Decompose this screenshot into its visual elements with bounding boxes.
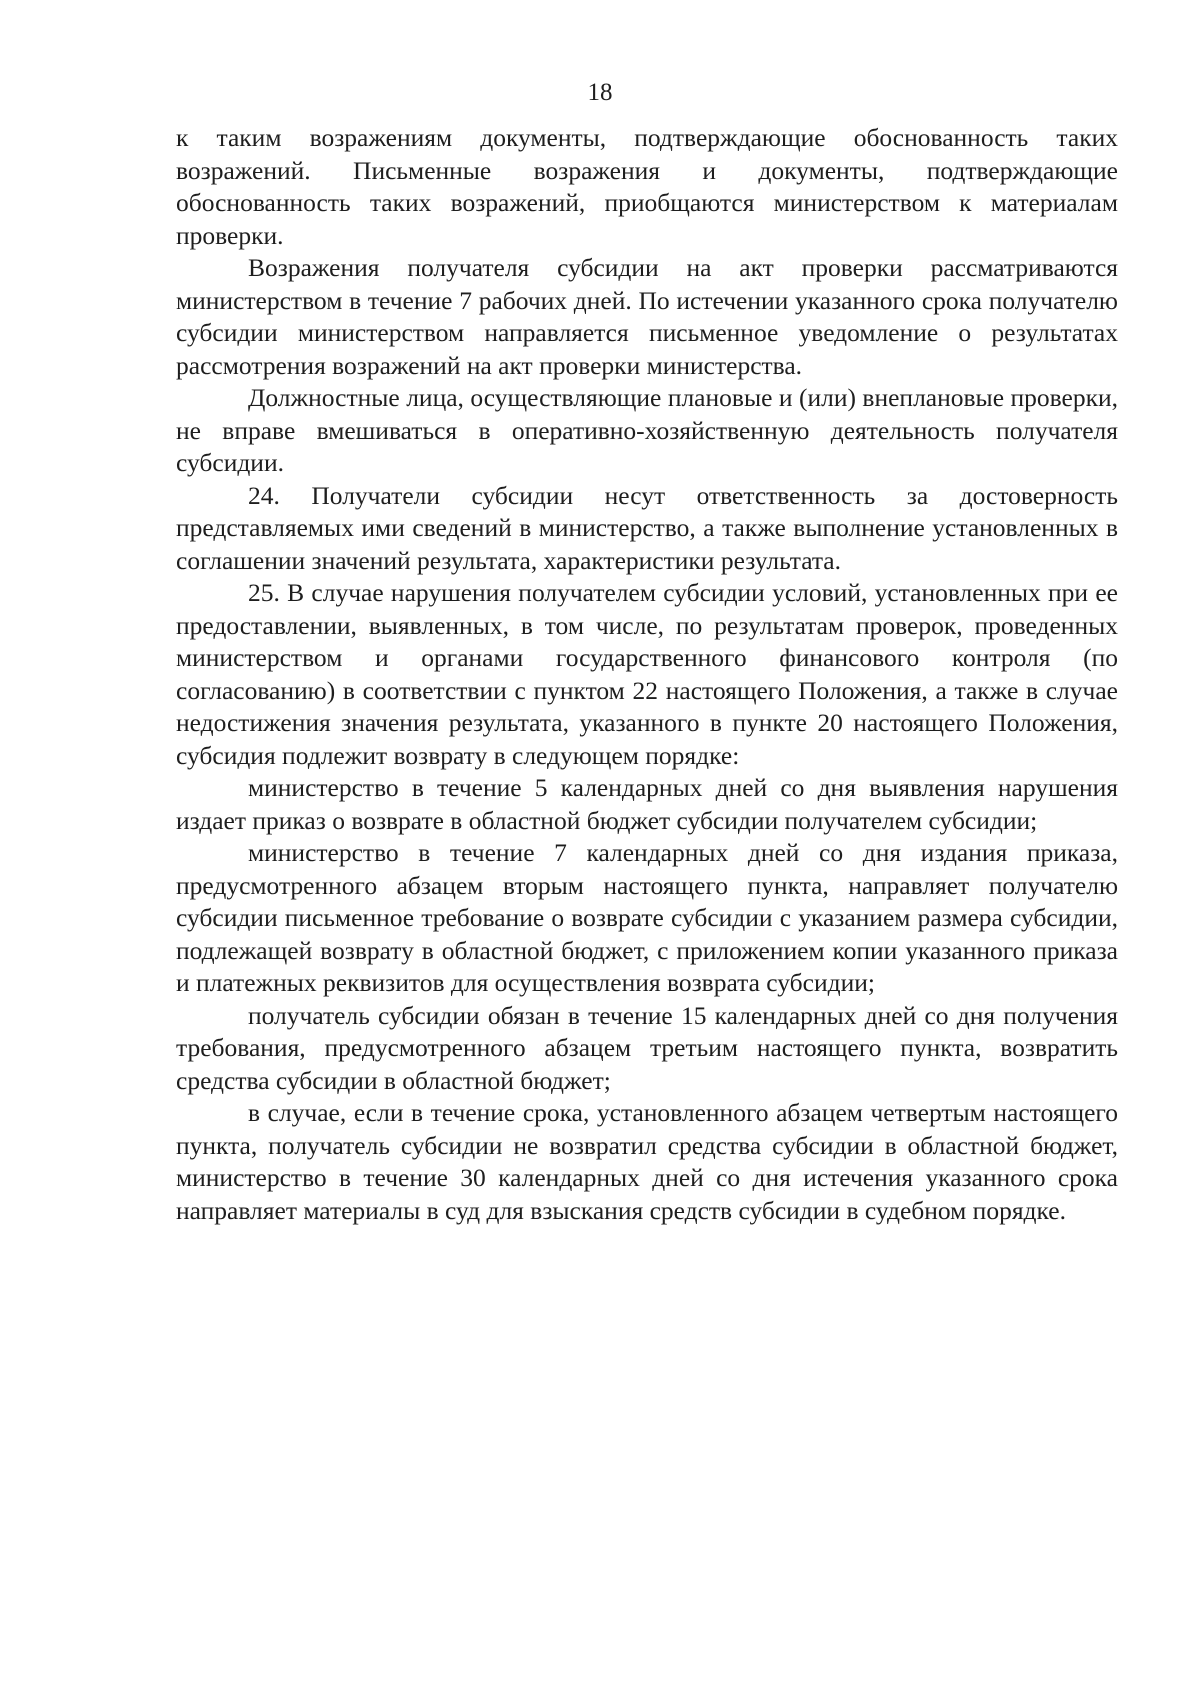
paragraph-clause-24: 24. Получатели субсидии несут ответственность за достоверность представляемых ими сведений в министерство, а также выполнение установленных в соглашении значений результата, характеристики результата. (176, 480, 1118, 575)
paragraph-objection-review: Возражения получателя субсидии на акт проверки рассматриваются министерством в течение 7 рабочих дней. По истечении указанного срока получателю субсидии министерством направляется письменное уведомление о результатах рассмотрения возражений на акт проверки министерства. (176, 253, 1118, 380)
paragraph-continuation: к таким возражениям документы, подтверждающие обоснованность таких возражений. Письменные возражения и документы, подтверждающие обоснованность таких возражений, приобщаются министерством к материалам проверки. (176, 123, 1118, 250)
paragraph-officials-restriction: Должностные лица, осуществляющие плановые и (или) внеплановые проверки, не вправе вмешиваться в оперативно-хозяйственную деятельность получателя субсидии. (176, 383, 1118, 477)
paragraph-clause-25-step-2: министерство в течение 7 календарных дней со дня издания приказа, предусмотренного абзацем вторым настоящего пункта, направляет получателю субсидии письменное требование о возврате субсидии с указанием размера субсидии, подлежащей возврату в областной бюджет, с приложением копии указанного приказа и платежных реквизитов для осуществления возврата субсидии; (176, 838, 1118, 997)
paragraph-clause-25: 25. В случае нарушения получателем субсидии условий, установленных при ее предоставлении, выявленных, в том числе, по результатам проверок, проведенных министерством и органами государственного финансового контроля (по согласованию) в соответствии с пунктом 22 настоящего Положения, а также в случае недостижения значения результата, указанного в пункте 20 настоящего Положения, субсидия подлежит возврату в следующем порядке: (176, 578, 1118, 770)
paragraph-clause-25-step-1: министерство в течение 5 календарных дней со дня выявления нарушения издает приказ о возврате в областной бюджет субсидии получателем субсидии; (176, 773, 1118, 835)
document-body (176, 122, 1118, 1227)
paragraph-clause-25-step-3: получатель субсидии обязан в течение 15 календарных дней со дня получения требования, предусмотренного абзацем третьим настоящего пункта, возвратить средства субсидии в областной бюджет; (176, 1000, 1118, 1095)
page-number: 18 (587, 79, 613, 106)
paragraph-clause-25-step-4: в случае, если в течение срока, установленного абзацем четвертым настоящего пункта, получатель субсидии не возвратил средства субсидии в областной бюджет, министерство в течение 30 календарных дней со дня истечения указанного срока направляет материалы в суд для взыскания средств субсидии в судебном порядке. (176, 1098, 1118, 1225)
